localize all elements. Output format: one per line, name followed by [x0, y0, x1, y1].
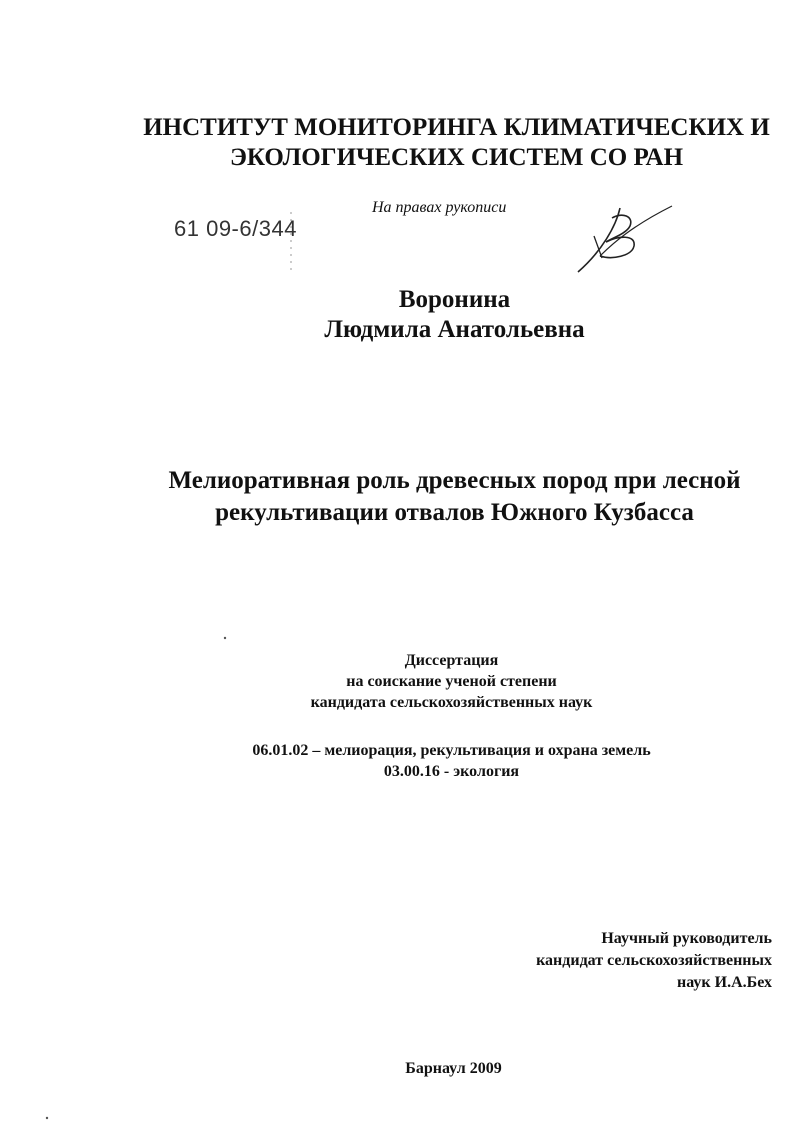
degree-name: кандидата сельскохозяйственных наук	[310, 694, 593, 711]
advisor-label: Научный руководитель	[601, 930, 772, 947]
degree-purpose: на соискание ученой степени	[346, 673, 557, 690]
institute-name-line-1: ИНСТИТУТ МОНИТОРИНГА КЛИМАТИЧЕСКИХ И	[143, 114, 770, 141]
handwritten-signature	[572, 196, 682, 276]
city-and-year: Барнаул 2009	[405, 1060, 502, 1077]
dissertation-label: Диссертация	[404, 652, 499, 669]
dissertation-title-line-1: Мелиоративная роль древесных пород при лесной	[168, 467, 741, 494]
library-stamp-number: 61 09-6/344	[174, 216, 297, 241]
author-given-names: Людмила Анатольевна	[324, 316, 585, 343]
dissertation-title-line-2: рекультивации отвалов Южного Кузбасса	[215, 499, 694, 526]
author-surname: Воронина	[398, 286, 511, 313]
scientific-advisor-block	[452, 928, 772, 994]
advisor-degree: кандидат сельскохозяйственных	[536, 952, 772, 969]
advisor-name: наук И.А.Бех	[677, 974, 772, 991]
institute-name-line-2: ЭКОЛОГИЧЕСКИХ СИСТЕМ СО РАН	[229, 144, 684, 171]
specialty-code-2: 03.00.16 - экология	[383, 763, 520, 780]
manuscript-rights-note: На правах рукописи	[372, 199, 507, 216]
specialty-code-1: 06.01.02 – мелиорация, рекультивация и охрана земель	[252, 742, 651, 759]
